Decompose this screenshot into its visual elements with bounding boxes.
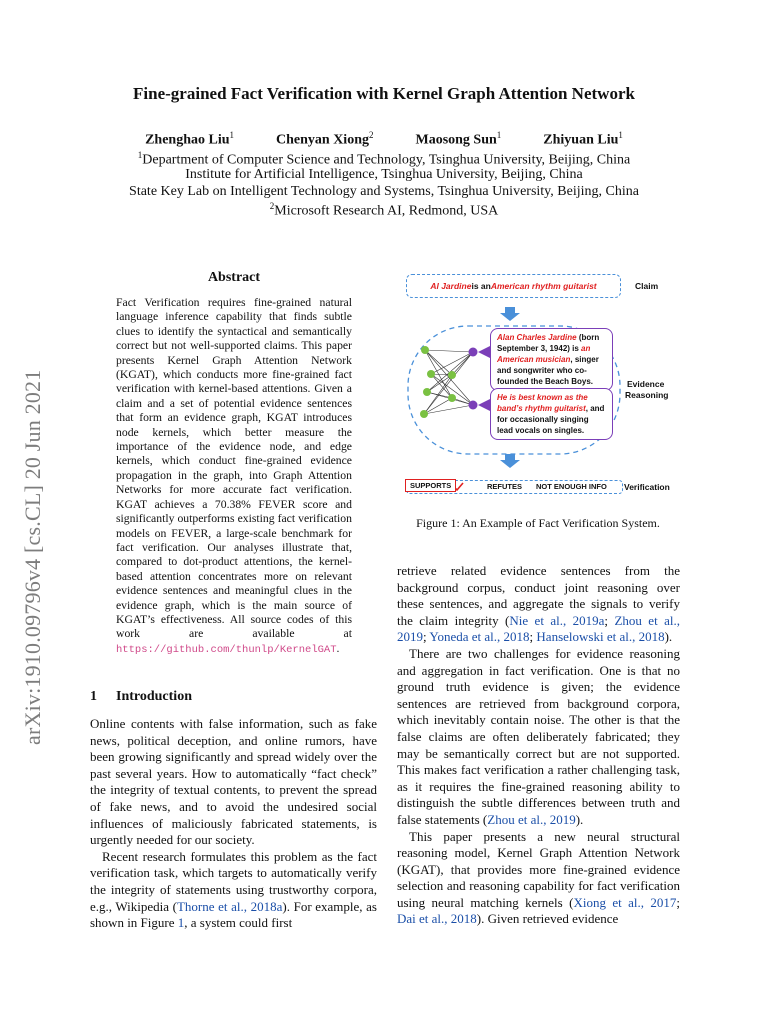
arrow-down-icon: [500, 307, 520, 321]
author: Chenyan Xiong$^2$: [276, 130, 374, 148]
paragraph: Online contents with false information, such as fake news, political deception, and online rumors, have been growing significantly and spread widely over the past several years. How to automatically “fact check” the integrity of textual contents, to prevent the spread of fake news, and to avoid the undesired social influences of maliciously fabricated statements, is urgently needed for our society.: [90, 716, 377, 848]
citation-link[interactable]: Yoneda et al., 2018: [429, 629, 530, 645]
graph-node: [448, 371, 456, 379]
author: Zhenghao Liu$^1$: [145, 130, 235, 148]
paragraph: This paper presents a new neural structural reasoning model, Kernel Graph Attention Network (KGAT), that provides more fine-grained evidence selection and reasoning capability for fact verification using neural matching kernels (Xiong et al., 2017; Dai et al., 2018). Given retrieved evidence: [397, 828, 681, 927]
intro-left-column: [90, 716, 377, 932]
evidence-box-2: He is best known as the band’s rhythm guitarist, and for occasionally singing lead vocals on singles.: [490, 388, 613, 440]
citation-link[interactable]: Thorne et al., 2018a: [176, 898, 283, 914]
graph-node: [423, 388, 431, 396]
arxiv-identifier: arXiv:1910.09796v4 [cs.CL] 20 Jun 2021: [20, 369, 45, 745]
intro-right-column: [397, 563, 680, 928]
citation-link[interactable]: Hanselowski et al., 2018: [536, 629, 665, 645]
graph-node: [421, 346, 429, 354]
figure-caption: Figure 1: An Example of Fact Verification System.: [416, 516, 660, 530]
evidence-label: Evidence: [627, 379, 665, 389]
paragraph: There are two challenges for evidence reasoning and aggregation in fact verification. One is that no ground truth evidence is given; the evidence sentences are retrieved from background corpora, which inevitably contain noise. The other is that the false claims are often deliberately fabricated; they may be semantically correct but are not supported. This makes fact verification a rather challenging task, as it requires the fine-grained reasoning ability to distinguish the subtle differences between truth and false statements (Zhou et al., 2019).: [397, 645, 680, 827]
author: Maosong Sun$^1$: [415, 130, 502, 148]
citation-link[interactable]: Dai et al., 2018: [397, 911, 477, 927]
section-heading: 1 Introduction: [90, 689, 192, 704]
evidence-node: [469, 401, 478, 410]
evidence-node: [469, 348, 478, 357]
affiliation-line: $^2$Microsoft Research AI, Redmond, USA: [269, 201, 499, 219]
paragraph: Recent research formulates this problem as the fact verification task, which targets to automatically verify the integrity of statements using trustworthy corpora, e.g., Wikipedia (Thorne et al., 2018a). For example, as shown in Figure 1, a system could first: [90, 848, 377, 931]
graph-node: [427, 370, 435, 378]
arrow-down-icon: [500, 454, 520, 468]
claim-box: Al Jardine is an American rhythm guitarist: [406, 274, 621, 298]
paper-title: Fine-grained Fact Verification with Kernel Graph Attention Network: [133, 84, 635, 103]
citation-link[interactable]: Nie et al., 2019a: [509, 612, 605, 628]
graph-node: [448, 394, 456, 402]
author-list: [0, 130, 768, 149]
option-supports: SUPPORTS: [405, 479, 456, 492]
claim-label: Claim: [635, 281, 659, 291]
evidence-box-1: Alan Charles Jardine (born September 3, 1942) is an American musician, singer and songwriter who co-founded the Beach Boys.: [490, 328, 613, 391]
option-not-enough-info: NOT ENOUGH INFO: [536, 482, 607, 491]
source-code-link[interactable]: https://github.com/thunlp/KernelGAT: [116, 643, 337, 656]
affiliation-line: State Key Lab on Intelligent Technology and Systems, Tsinghua University, Beijing, China: [129, 184, 639, 199]
paragraph: retrieve related evidence sentences from the background corpus, conduct joint reasoning over these sentences, and aggregate the signals to verify the claim integrity (Nie et al., 2019a; Zhou et al., 2019; Yoneda et al., 2018; Hanselowski et al., 2018).: [397, 563, 680, 645]
abstract-body: Fact Verification requires fine-grained natural language inference capability that finds subtle clues to identify the syntactical and semantically correct but not well-supported claims. This paper presents Kernel Graph Attention Network (KGAT), which conducts more fine-grained fact verification with kernel-based attentions. Given a claim and a set of potential evidence sentences that form an evidence graph, KGAT introduces node kernels, which better measure the importance of the evidence node, and edge kernels, which conduct fine-grained evidence propagation in the graph, into Graph Attention Networks for more accurate fact verification. KGAT achieves a 70.38% FEVER score and significantly outperforms existing fact verification models on FEVER, a large-scale benchmark for fact verification. Our analyses illustrate that, compared to dot-product attentions, the kernel-based attention concentrates more on relevant evidence sentences and meaningful clues in the evidence graph, which is the main source of KGAT’s effectiveness. All source codes of this work are available at https://github.com/thunlp/KernelGAT.: [116, 296, 352, 656]
figure-1: [398, 268, 678, 503]
affiliation-line: $^1$Department of Computer Science and Technology, Tsinghua University, Beijing, China: [137, 150, 631, 168]
graph-node: [420, 410, 428, 418]
verification-options: [406, 480, 623, 494]
abstract-heading: Abstract: [207, 270, 261, 285]
verification-label: Verification: [624, 482, 670, 492]
citation-link[interactable]: Xiong et al., 2017: [573, 894, 677, 910]
figure-ref-link[interactable]: 1: [177, 915, 185, 931]
affiliation-line: Institute for Artificial Intelligence, Tsinghua University, Beijing, China: [185, 167, 583, 182]
citation-link[interactable]: Zhou et al., 2019: [397, 612, 680, 645]
reasoning-label: Reasoning: [625, 390, 669, 400]
citation-link[interactable]: Zhou et al., 2019: [487, 811, 576, 827]
option-refutes: REFUTES: [487, 482, 523, 491]
author: Zhiyuan Liu$^1$: [543, 130, 623, 148]
